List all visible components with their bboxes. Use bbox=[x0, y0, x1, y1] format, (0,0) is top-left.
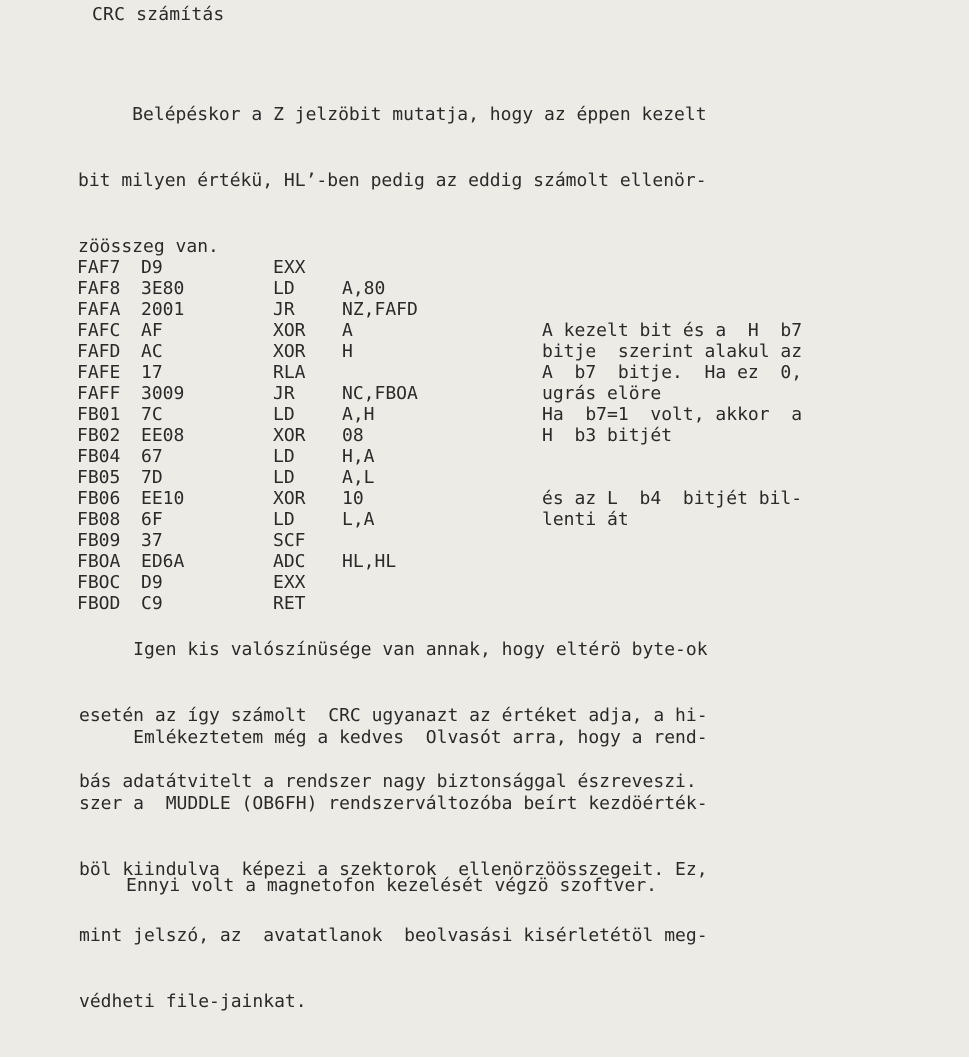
paragraph-line: bás adatátvitelt a rendszer nagy biztonsággal észreveszi. bbox=[79, 771, 697, 792]
code-mnemonic: LD bbox=[273, 404, 295, 425]
code-hex: 6F bbox=[141, 509, 163, 530]
code-comment: A b7 bitje. Ha ez 0, bbox=[542, 362, 803, 383]
code-hex: EE08 bbox=[141, 425, 185, 446]
code-hex: D9 bbox=[141, 257, 163, 278]
code-address: FAFE bbox=[77, 362, 121, 383]
code-operand: A,H bbox=[342, 404, 375, 425]
code-address: FB04 bbox=[77, 446, 121, 467]
code-mnemonic: JR bbox=[273, 383, 295, 404]
code-operand: A,80 bbox=[342, 278, 386, 299]
code-address: FB01 bbox=[77, 404, 121, 425]
code-operand: L,A bbox=[342, 509, 375, 530]
intro-line: zöösszeg van. bbox=[78, 236, 219, 257]
code-operand: A bbox=[342, 320, 353, 341]
paragraph-line: védheti file-jainkat. bbox=[79, 991, 307, 1012]
code-address: FB05 bbox=[77, 467, 121, 488]
code-mnemonic: LD bbox=[273, 509, 295, 530]
code-hex: 3009 bbox=[141, 383, 185, 404]
code-hex: EE10 bbox=[141, 488, 185, 509]
code-address: FAF7 bbox=[77, 257, 121, 278]
code-mnemonic: SCF bbox=[273, 530, 306, 551]
code-hex: C9 bbox=[141, 593, 163, 614]
code-comment: Ha b7=1 volt, akkor a bbox=[542, 404, 803, 425]
code-hex: 17 bbox=[141, 362, 163, 383]
code-comment: A kezelt bit és a H b7 bbox=[542, 320, 803, 341]
paragraph-line: Emlékeztetem még a kedves Olvasót arra, hogy a rend- bbox=[79, 727, 708, 748]
code-hex: 7D bbox=[141, 467, 163, 488]
code-mnemonic: XOR bbox=[273, 341, 306, 362]
code-operand: H,A bbox=[342, 446, 375, 467]
code-hex: 2001 bbox=[141, 299, 185, 320]
code-mnemonic: EXX bbox=[273, 257, 306, 278]
section-heading: CRC számítás bbox=[92, 4, 225, 25]
code-operand: 08 bbox=[342, 425, 364, 446]
code-address: FAFA bbox=[77, 299, 121, 320]
code-hex: 3E80 bbox=[141, 278, 185, 299]
code-mnemonic: XOR bbox=[273, 425, 306, 446]
code-mnemonic: ADC bbox=[273, 551, 306, 572]
code-hex: ED6A bbox=[141, 551, 185, 572]
code-operand: NZ,FAFD bbox=[342, 299, 418, 320]
closing-line: Ennyi volt a magnetofon kezelését végzö szoftver. bbox=[126, 875, 658, 896]
code-mnemonic: JR bbox=[273, 299, 295, 320]
code-address: FB08 bbox=[77, 509, 121, 530]
intro-paragraph bbox=[78, 60, 707, 302]
code-operand: A,L bbox=[342, 467, 375, 488]
code-hex: 67 bbox=[141, 446, 163, 467]
code-operand: NC,FBOA bbox=[342, 383, 418, 404]
code-hex: 37 bbox=[141, 530, 163, 551]
code-comment: bitje szerint alakul az bbox=[542, 341, 803, 362]
code-address: FB06 bbox=[77, 488, 121, 509]
code-operand: H bbox=[342, 341, 353, 362]
code-mnemonic: LD bbox=[273, 278, 295, 299]
code-mnemonic: RET bbox=[273, 593, 306, 614]
code-address: FAF8 bbox=[77, 278, 121, 299]
code-address: FBOA bbox=[77, 551, 121, 572]
paragraph-line: szer a MUDDLE (OB6FH) rendszerváltozóba beírt kezdöérték- bbox=[79, 793, 708, 814]
paragraph-muddle bbox=[79, 683, 708, 1057]
code-hex: AF bbox=[141, 320, 163, 341]
code-hex: AC bbox=[141, 341, 163, 362]
code-address: FBOC bbox=[77, 572, 121, 593]
code-address: FAFF bbox=[77, 383, 121, 404]
code-address: FB09 bbox=[77, 530, 121, 551]
code-mnemonic: EXX bbox=[273, 572, 306, 593]
code-comment: ugrás elöre bbox=[542, 383, 662, 404]
paragraph-line: esetén az így számolt CRC ugyanazt az értéket adja, a hi- bbox=[79, 705, 708, 726]
code-comment: és az L b4 bitjét bil- bbox=[542, 488, 803, 509]
code-mnemonic: XOR bbox=[273, 320, 306, 341]
code-operand: HL,HL bbox=[342, 551, 397, 572]
paragraph-line: mint jelszó, az avatatlanok beolvasási kisérletétöl meg- bbox=[79, 925, 708, 946]
code-hex: D9 bbox=[141, 572, 163, 593]
paragraph-line: böl kiindulva képezi a szektorok ellenörzöösszegeit. Ez, bbox=[79, 859, 708, 880]
code-mnemonic: LD bbox=[273, 446, 295, 467]
intro-line: Belépéskor a Z jelzöbit mutatja, hogy az éppen kezelt bbox=[78, 104, 707, 125]
code-address: FAFD bbox=[77, 341, 121, 362]
code-mnemonic: RLA bbox=[273, 362, 306, 383]
code-comment: H b3 bitjét bbox=[542, 425, 673, 446]
code-address: FB02 bbox=[77, 425, 121, 446]
code-operand: 10 bbox=[342, 488, 364, 509]
code-mnemonic: XOR bbox=[273, 488, 306, 509]
code-address: FAFC bbox=[77, 320, 121, 341]
paragraph-line: Igen kis valószínüsége van annak, hogy eltérö byte-ok bbox=[79, 639, 708, 660]
code-comment: lenti át bbox=[542, 509, 629, 530]
code-hex: 7C bbox=[141, 404, 163, 425]
code-mnemonic: LD bbox=[273, 467, 295, 488]
intro-line: bit milyen értékü, HL’-ben pedig az eddig számolt ellenör- bbox=[78, 170, 707, 191]
code-address: FBOD bbox=[77, 593, 121, 614]
